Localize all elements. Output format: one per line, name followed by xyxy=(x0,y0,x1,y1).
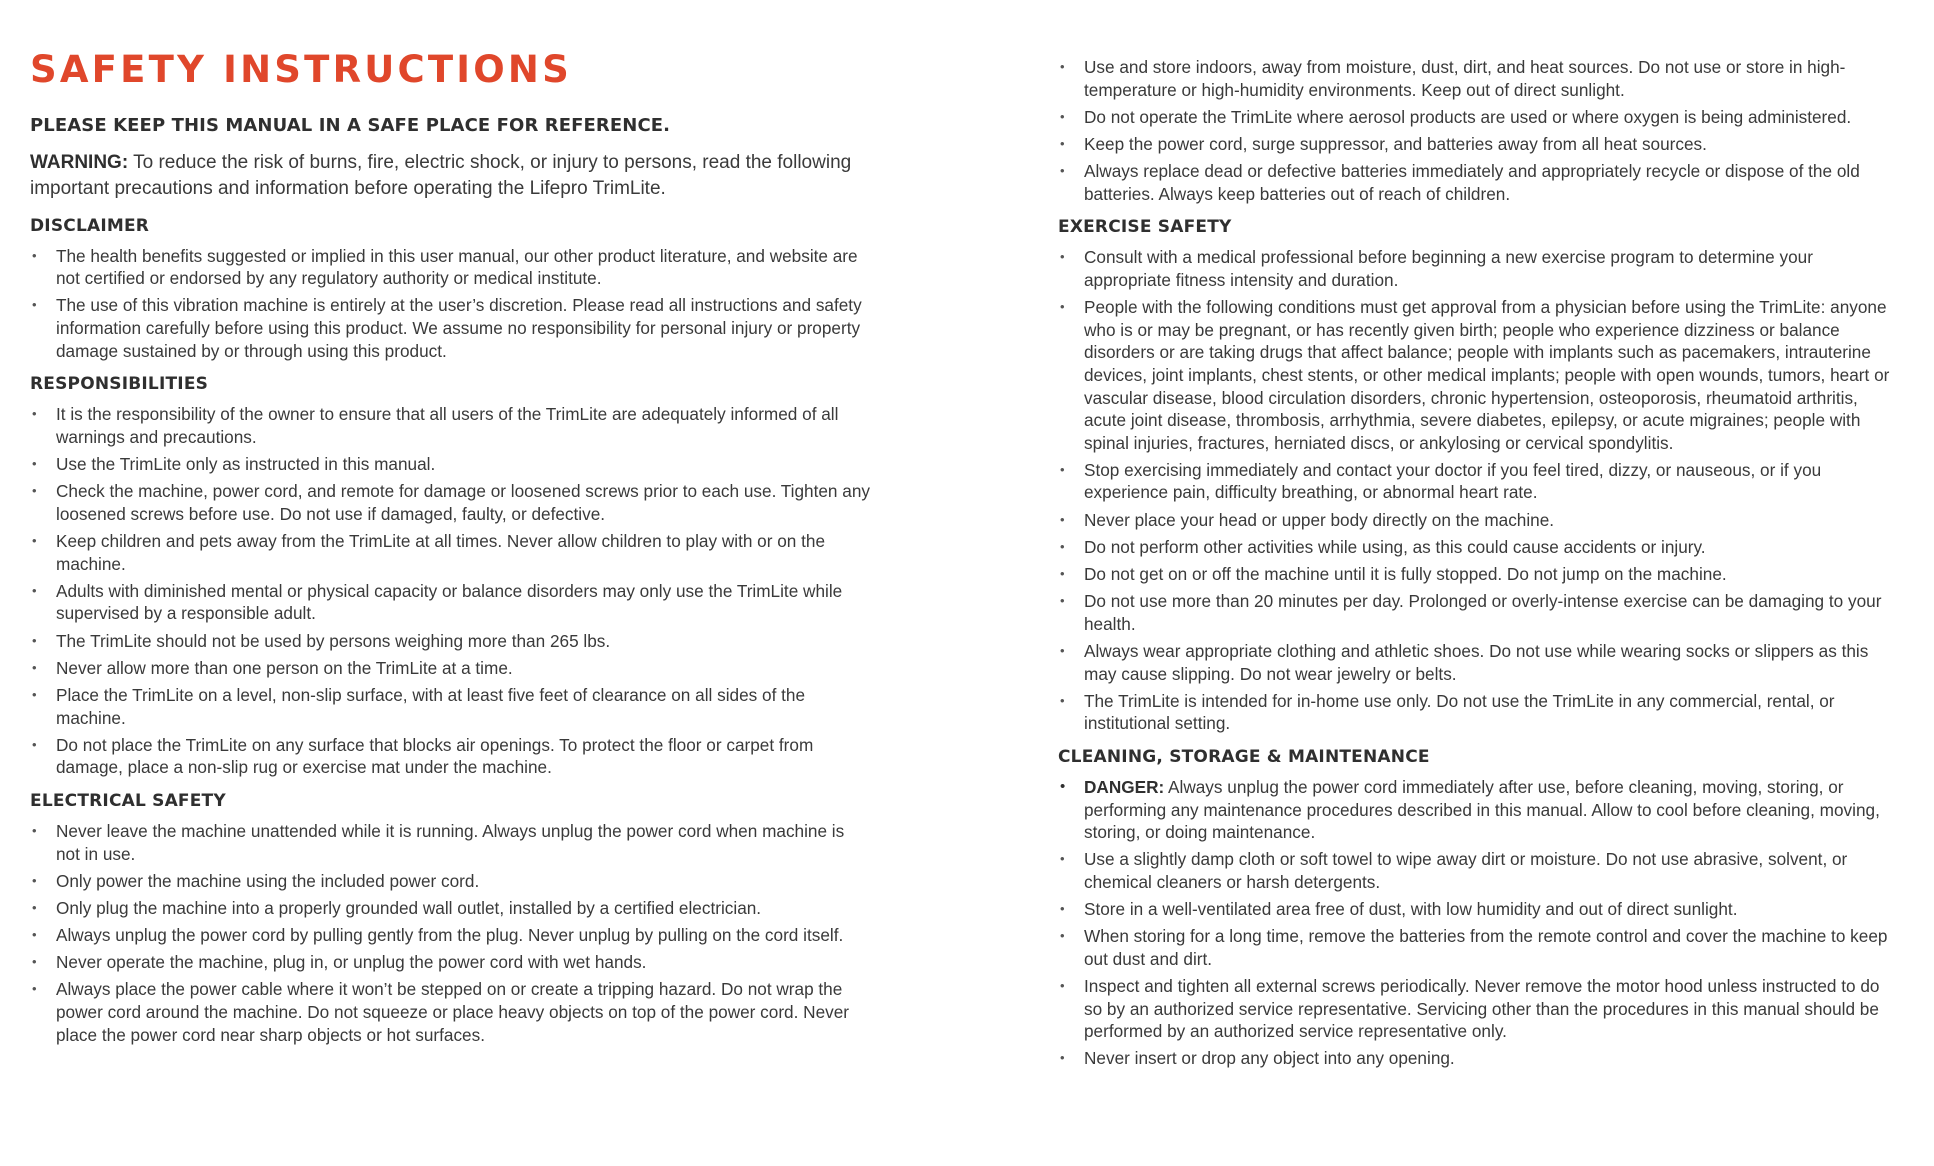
list-item: • The TrimLite is intended for in-home use only. Do not use the TrimLite in any commercial, rental, or institutional setting. xyxy=(1058,690,1900,735)
list-item: • People with the following conditions must get approval from a physician before using the TrimLite: anyone who is or may be pregnant, or has recently given birth; people who experience dizziness or balance disorders or are taking drugs that affect balance; people with implants such as pacemakers, intrauterine devices, joint implants, chest stents, or other medical implants; people with open wounds, tumors, heart or vascular disease, blood circulation disorders, chronic hypertension, osteoporosis, rheumatoid arthritis, acute joint disease, thrombosis, arrhythmia, severe diabetes, epilepsy, or acute migraines; people with spinal injuries, fractures, herniated discs, or ankylosing or cervical spondylitis. xyxy=(1058,296,1900,454)
keep-manual-notice: PLEASE KEEP THIS MANUAL IN A SAFE PLACE FOR REFERENCE. xyxy=(30,114,671,136)
list-item: • Stop exercising immediately and contact your doctor if you feel tired, dizzy, or nauseous, or if you experience pain, difficulty breathing, or abnormal heart rate. xyxy=(1058,459,1900,504)
list-item: • Never allow more than one person on the TrimLite at a time. xyxy=(30,657,870,680)
warning-label: WARNING: xyxy=(30,151,129,173)
list-item: • Only plug the machine into a properly grounded wall outlet, installed by a certified electrician. xyxy=(30,897,870,920)
list-item: • Keep children and pets away from the TrimLite at all times. Never allow children to play with or on the machine. xyxy=(30,530,870,575)
warning-paragraph xyxy=(30,150,870,202)
list-item: • Always wear appropriate clothing and athletic shoes. Do not use while wearing socks or slippers as this may cause slipping. Do not wear jewelry or belts. xyxy=(1058,640,1900,685)
list-item: • Always place the power cable where it won’t be stepped on or create a tripping hazard. Do not wrap the power cord around the machine. Do not squeeze or place heavy objects on top of the power cord. Never place the power cord near sharp objects or hot surfaces. xyxy=(30,978,870,1046)
disclaimer-list xyxy=(30,245,870,363)
exercise-safety-list xyxy=(1058,246,1900,735)
list-item: • Always unplug the power cord by pulling gently from the plug. Never unplug by pulling on the cord itself. xyxy=(30,924,870,947)
danger-item xyxy=(1058,776,1900,844)
electrical-safety-list xyxy=(30,820,870,1046)
list-item: • Only power the machine using the included power cord. xyxy=(30,870,870,893)
responsibilities-list xyxy=(30,403,870,779)
list-item: • Consult with a medical professional before beginning a new exercise program to determine your appropriate fitness intensity and duration. xyxy=(1058,246,1900,291)
cleaning-storage-maintenance-heading: CLEANING, STORAGE & MAINTENANCE xyxy=(1058,746,1430,767)
page-title: SAFETY INSTRUCTIONS xyxy=(30,48,572,91)
list-item: • Never leave the machine unattended while it is running. Always unplug the power cord when machine is not in use. xyxy=(30,820,870,865)
list-item: • Use and store indoors, away from moisture, dust, dirt, and heat sources. Do not use or store in high-temperature or high-humidity environments. Keep out of direct sunlight. xyxy=(1058,56,1900,101)
list-item: • Do not use more than 20 minutes per day. Prolonged or overly-intense exercise can be damaging to your health. xyxy=(1058,590,1900,635)
electrical-safety-list-continued xyxy=(1058,56,1900,205)
exercise-safety-heading: EXERCISE SAFETY xyxy=(1058,217,1232,238)
list-item: • Never insert or drop any object into any opening. xyxy=(1058,1047,1900,1070)
list-item: • Never place your head or upper body directly on the machine. xyxy=(1058,509,1900,532)
list-item: • Do not place the TrimLite on any surface that blocks air openings. To protect the floor or carpet from damage, place a non-slip rug or exercise mat under the machine. xyxy=(30,734,870,779)
list-item: • The TrimLite should not be used by persons weighing more than 265 lbs. xyxy=(30,630,870,653)
list-item: • Adults with diminished mental or physical capacity or balance disorders may only use the TrimLite while supervised by a responsible adult. xyxy=(30,580,870,625)
list-item: • Do not operate the TrimLite where aerosol products are used or where oxygen is being administered. xyxy=(1058,106,1900,129)
list-item: • Never operate the machine, plug in, or unplug the power cord with wet hands. xyxy=(30,951,870,974)
list-item: • Use a slightly damp cloth or soft towel to wipe away dirt or moisture. Do not use abrasive, solvent, or chemical cleaners or harsh detergents. xyxy=(1058,848,1900,893)
list-item: • Use the TrimLite only as instructed in this manual. xyxy=(30,453,870,476)
list-item: • Always replace dead or defective batteries immediately and appropriately recycle or dispose of the old batteries. Always keep batteries out of reach of children. xyxy=(1058,160,1900,205)
list-item: • It is the responsibility of the owner to ensure that all users of the TrimLite are adequately informed of all warnings and precautions. xyxy=(30,403,870,448)
danger-label: DANGER: xyxy=(1084,776,1165,797)
cleaning-list xyxy=(1058,776,1900,1070)
left-column xyxy=(30,50,870,1058)
list-item: • Store in a well-ventilated area free of dust, with low humidity and out of direct sunlight. xyxy=(1058,898,1900,921)
list-item: • When storing for a long time, remove the batteries from the remote control and cover the machine to keep out dust and dirt. xyxy=(1058,925,1900,970)
list-item: • Check the machine, power cord, and remote for damage or loosened screws prior to each use. Tighten any loosened screws before use. Do not use if damaged, faulty, or defective. xyxy=(30,480,870,525)
disclaimer-heading: DISCLAIMER xyxy=(30,215,150,236)
list-item: • Do not get on or off the machine until it is fully stopped. Do not jump on the machine. xyxy=(1058,563,1900,586)
list-item: • Inspect and tighten all external screws periodically. Never remove the motor hood unless instructed to do so by an authorized service representative. Servicing other than the procedures in this manual should be performed by an authorized service representative only. xyxy=(1058,975,1900,1043)
danger-text: Always unplug the power cord immediately after use, before cleaning, moving, storing, or performing any maintenance procedures described in this manual. Allow to cool before cleaning, moving, storing, or doing maintenance. xyxy=(1084,776,1880,843)
electrical-safety-heading: ELECTRICAL SAFETY xyxy=(30,790,226,811)
responsibilities-heading: RESPONSIBILITIES xyxy=(30,374,209,395)
list-item: • Do not perform other activities while using, as this could cause accidents or injury. xyxy=(1058,536,1900,559)
list-item: • The health benefits suggested or implied in this user manual, our other product literature, and website are not certified or endorsed by any regulatory authority or medical institute. xyxy=(30,245,870,290)
list-item: • Keep the power cord, surge suppressor, and batteries away from all heat sources. xyxy=(1058,133,1900,156)
warning-text: To reduce the risk of burns, fire, electric shock, or injury to persons, read the following important precautions and information before operating the Lifepro TrimLite. xyxy=(30,151,852,199)
list-item: • Place the TrimLite on a level, non-slip surface, with at least five feet of clearance on all sides of the machine. xyxy=(30,684,870,729)
right-column xyxy=(1058,56,1900,1082)
list-item: • The use of this vibration machine is entirely at the user’s discretion. Please read all instructions and safety information carefully before using this product. We assume no responsibility for personal injury or property damage sustained by or through using this product. xyxy=(30,294,870,362)
